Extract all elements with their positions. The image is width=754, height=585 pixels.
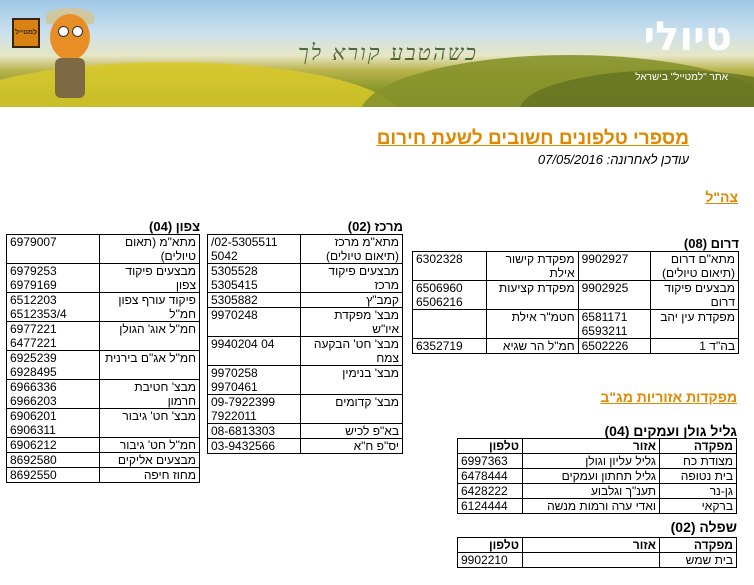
col-header-phone: טלפון <box>458 439 523 454</box>
unit-name: מבצ' חטיבת חרמון <box>100 380 200 409</box>
center-table <box>207 234 403 454</box>
south-table <box>412 251 739 354</box>
area-name: תענ"ך וגלבוע <box>523 484 660 499</box>
north-heading: צפון (04) <box>149 219 200 234</box>
phone-number: 6979007 <box>7 235 100 264</box>
phone-number: 9970248 <box>208 308 301 337</box>
phone-number: 5305882 <box>208 293 301 308</box>
unit-name: מבצ' חט' הבקעה צמח <box>301 337 403 366</box>
unit-name: יס"פ ח"א <box>301 439 403 454</box>
mascot-icon <box>50 14 90 60</box>
phone-number: 6512203 6512353/4 <box>7 293 100 322</box>
center-heading: מרכז (02) <box>347 219 403 234</box>
unit-name: חמ"ל אוג' הגולן <box>100 322 200 351</box>
unit-name: מתא"מ (תאום טיולים) <box>100 235 200 264</box>
table-row <box>7 453 200 468</box>
unit-name: חמ"ל אג"ם בירנית <box>100 351 200 380</box>
col-header-area: אזור <box>523 538 660 553</box>
table-row <box>208 439 403 454</box>
phone-number: 6977221 6477221 <box>7 322 100 351</box>
table-row <box>7 468 200 483</box>
table-row <box>7 409 200 438</box>
table-row <box>208 337 403 366</box>
phone-number: 02-5305511/ 5042 <box>208 235 301 264</box>
mascot-eye <box>72 26 83 37</box>
table-row <box>208 235 403 264</box>
col-header-command: מפקדה <box>660 439 737 454</box>
mascot-body <box>55 58 85 98</box>
unit-name: מחוז חיפה <box>100 468 200 483</box>
table-row <box>458 454 737 469</box>
phone-number: 9902925 <box>578 281 651 310</box>
shfela-table <box>457 537 737 568</box>
phone-number: 6979253 6979169 <box>7 264 100 293</box>
unit-name: מפקדת עין יהב <box>651 310 739 339</box>
table-row <box>208 264 403 293</box>
unit-name: מתא"מ מרכז (תיאום טיולים) <box>301 235 403 264</box>
phone-number: 6581171 6593211 <box>578 310 651 339</box>
unit-name: קמב"ץ <box>301 293 403 308</box>
unit-name: מבצעים פיקוד צפון <box>100 264 200 293</box>
last-updated: עודכן לאחרונה: 07/05/2016 <box>537 152 689 167</box>
area-name: גליל תחתון ועמקים <box>523 469 660 484</box>
unit-name: מבצעים פיקוד דרום <box>651 281 739 310</box>
unit-name: מפקדת קציעות <box>487 281 578 310</box>
north-table <box>6 234 200 483</box>
phone-number: 6428222 <box>458 484 523 499</box>
phone-number: 8692580 <box>7 453 100 468</box>
phone-number: 6966336 6966203 <box>7 380 100 409</box>
site-subtitle: אתר "למטייל" בישראל <box>635 72 728 83</box>
table-row <box>413 339 739 354</box>
table-row <box>208 424 403 439</box>
col-header-area: אזור <box>523 439 660 454</box>
area-name: ואדי ערה ורמות מנשה <box>523 499 660 514</box>
table-row <box>413 252 739 281</box>
table-row <box>7 322 200 351</box>
phone-number: 9902210 <box>458 553 523 568</box>
phone-number: 9902927 <box>578 252 651 281</box>
table-row <box>458 484 737 499</box>
table-row <box>458 469 737 484</box>
unit-name: מבצ' קדומים <box>301 395 403 424</box>
table-row <box>7 235 200 264</box>
page-title: מספרי טלפונים חשובים לשעת חירום <box>376 128 689 149</box>
command-name: בית שמש <box>660 553 737 568</box>
area-name <box>523 553 660 568</box>
corner-logo[interactable]: למטייל <box>12 18 40 48</box>
section-title-regional[interactable]: מפקדות אזוריות מג"ב <box>600 389 737 405</box>
command-name: מצודת כח <box>660 454 737 469</box>
table-row <box>413 310 739 339</box>
col-header-phone: טלפון <box>458 538 523 553</box>
unit-name: בא"פ לכיש <box>301 424 403 439</box>
slogan: כשהטבע קורא לך <box>298 41 479 66</box>
table-row <box>208 395 403 424</box>
galil-table <box>457 438 737 514</box>
phone-number <box>413 310 487 339</box>
command-name: גן-נר <box>660 484 737 499</box>
col-header-command: מפקדה <box>660 538 737 553</box>
phone-number: 6906201 6906311 <box>7 409 100 438</box>
unit-name: מתא"ם דרום (תיאום טיולים) <box>651 252 739 281</box>
table-row <box>208 366 403 395</box>
table-row <box>458 553 737 568</box>
command-name: בית נטופה <box>660 469 737 484</box>
unit-name: בה"ד 1 <box>651 339 739 354</box>
table-row <box>7 293 200 322</box>
table-row <box>413 281 739 310</box>
unit-name: מפקדת קישור אילת <box>487 252 578 281</box>
phone-number: 08-6813303 <box>208 424 301 439</box>
phone-number: 6506960 6506216 <box>413 281 487 310</box>
table-row <box>7 438 200 453</box>
phone-number: 6352719 <box>413 339 487 354</box>
phone-number: 6502226 <box>578 339 651 354</box>
table-row <box>7 264 200 293</box>
unit-name: מבצ' מפקדת איו"ש <box>301 308 403 337</box>
phone-number: 04 9940204 <box>208 337 301 366</box>
phone-number: 03-9432566 <box>208 439 301 454</box>
mascot-eye <box>58 26 69 37</box>
phone-number: 6997363 <box>458 454 523 469</box>
phone-number: 6925239 6928495 <box>7 351 100 380</box>
phone-number: 6124444 <box>458 499 523 514</box>
unit-name: חמ"ל הר שגיא <box>487 339 578 354</box>
unit-name: מבצעים אליקים <box>100 453 200 468</box>
phone-number: 5305528 5305415 <box>208 264 301 293</box>
table-row <box>7 380 200 409</box>
unit-name: מבצ' בנימין <box>301 366 403 395</box>
phone-number: 6906212 <box>7 438 100 453</box>
table-row <box>208 293 403 308</box>
phone-number: 6302328 <box>413 252 487 281</box>
phone-number: 9970258 9970461 <box>208 366 301 395</box>
section-title-idf[interactable]: צה"ל <box>705 189 738 205</box>
unit-name: חטמ"ר אילת <box>487 310 578 339</box>
phone-number: 6478444 <box>458 469 523 484</box>
unit-name: מבצעים פיקוד מרכז <box>301 264 403 293</box>
south-heading: דרום (08) <box>683 236 739 251</box>
command-name: ברקאי <box>660 499 737 514</box>
phone-number: 8692550 <box>7 468 100 483</box>
site-logo[interactable]: טיולי <box>643 14 732 60</box>
unit-name: מבצ' חט' גיבור <box>100 409 200 438</box>
table-row <box>208 308 403 337</box>
galil-heading: גליל גולן ועמקים (04) <box>604 423 737 439</box>
unit-name: חמ"ל חט' גיבור <box>100 438 200 453</box>
shfela-heading: שפלה (02) <box>670 519 737 535</box>
phone-number: 09-7922399 7922011 <box>208 395 301 424</box>
area-name: גליל עליון וגולן <box>523 454 660 469</box>
unit-name: פיקוד עורף צפון חמ"ל <box>100 293 200 322</box>
table-row <box>7 351 200 380</box>
table-row <box>458 499 737 514</box>
header-banner <box>0 0 754 107</box>
